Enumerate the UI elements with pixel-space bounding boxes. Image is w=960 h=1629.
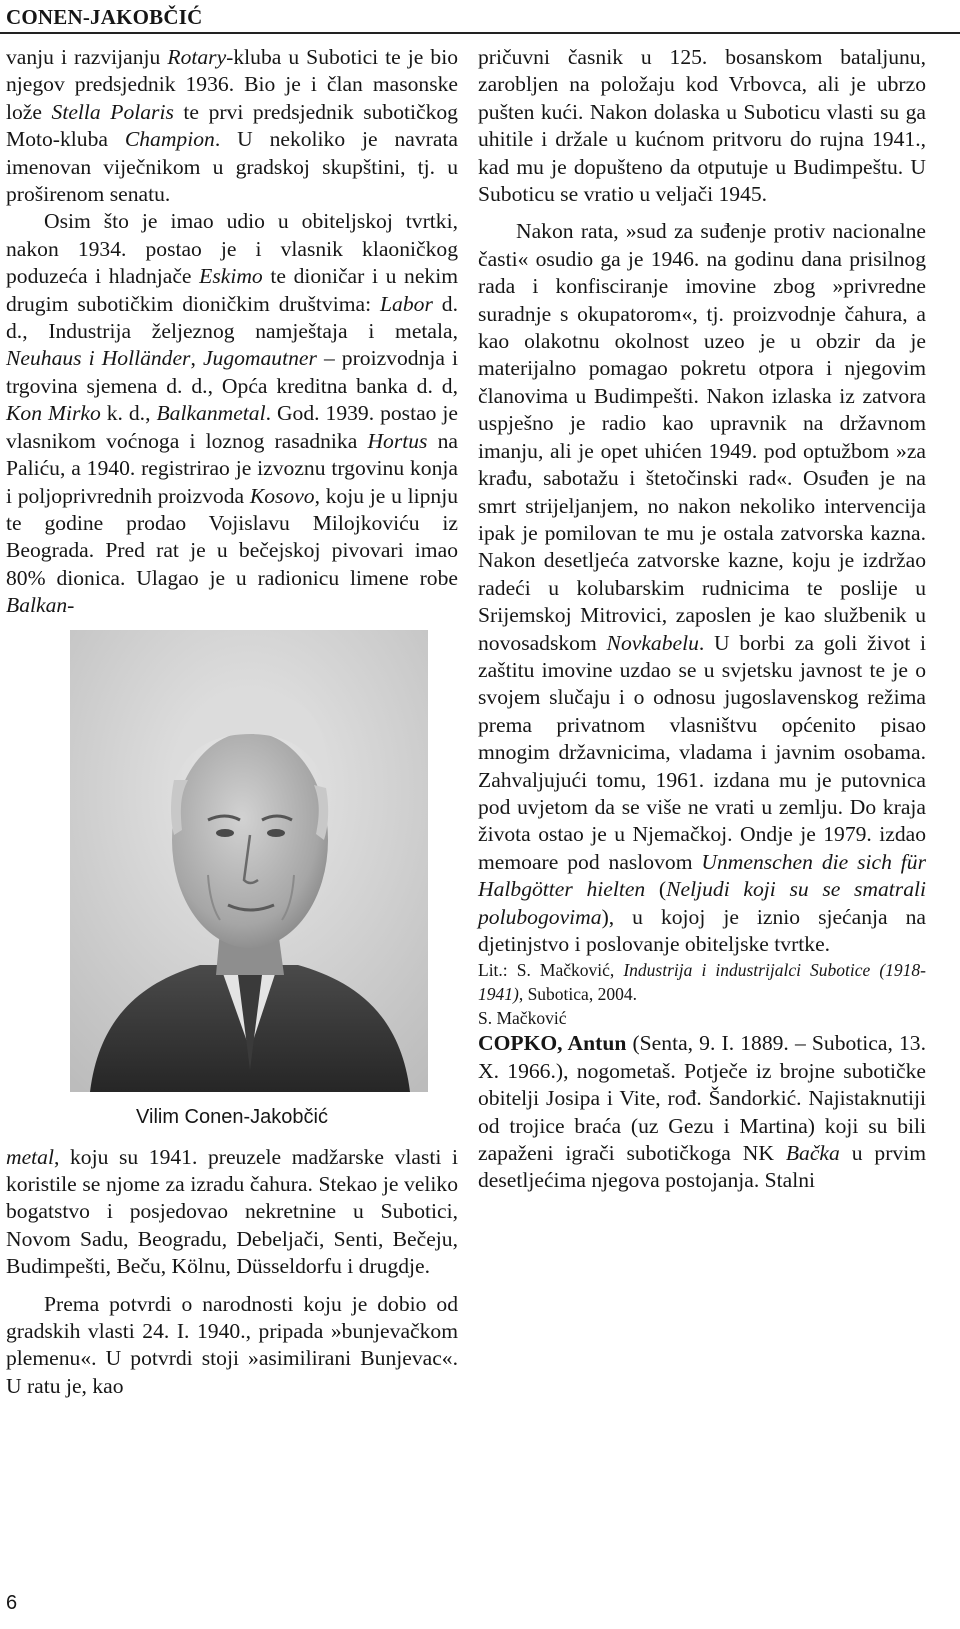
left-column — [6, 44, 458, 1400]
literature-reference: Lit.: S. Mačković, Industrija i industrijalci Subotice (1918-1941), Subotica, 2004. — [478, 960, 927, 1005]
portrait-image — [70, 630, 428, 1092]
paragraph: Prema potvrdi o narodnosti koju je dobio od gradskih vlasti 24. I. 1940., pripada »bunjevačkom plemenu«. U potvrdi stoji »asimilirani Bunjevac«. U ratu je, kao — [6, 1291, 458, 1398]
portrait-figure — [70, 630, 428, 1130]
portrait-photo — [70, 630, 428, 1092]
paragraph: pričuvni časnik u 125. bosanskom bataljunu, zarobljen na položaju kod Vrbovca, ali je ubrzo pušten kući. Nakon dolaska u Suboticu vlasti su ga uhitile i držale u kućnom pritvoru do rujna 1941., kad mu je dopušteno da otputuje u Budimpeštu. U Suboticu se vratio u veljači 1945. — [478, 45, 926, 207]
paragraph: metal, koju su 1941. preuzele madžarske vlasti i koristile se njome za izradu čahura. Stekao je veliko bogatstvo i posjedovao nekretnine u Subotici, Novom Sadu, Beogradu, Debeljači, Senti, Bečeju, Budimpešti, Beču, Kölnu, Düsseldorfu i drugdje. — [6, 1144, 458, 1279]
running-head: CONEN-JAKOBČIĆ — [6, 5, 203, 29]
photo-caption: Vilim Conen-Jakobčić — [136, 1105, 328, 1128]
header-rule — [0, 32, 960, 34]
paragraph: Osim što je imao udio u obiteljskoj tvrtki, nakon 1934. postao je i vlasnik klaoničkog poduzeća i hladnjače Eskimo te dioničar i u nekim drugim subotičkim dioničkim društvima: Labor d. d., Industrija željeznog namještaja i metala, Neuhaus i Holländer, Jugomautner – proizvodnja i trgovina sjemena d. d., Opća kreditna banka d. d, Kon Mirko k. d., Balkanmetal. God. 1939. postao je vlasnikom voćnoga i loznog rasadnika Hortus na Paliću, a 1940. registrirao je izvoznu trgovinu konja i poljoprivrednih proizvoda Kosovo, koju je u lipnju te godine prodao Vojislavu Milojkoviću iz Beograda. Pred rat je u bečejskoj pivovari imao 80% dionica. Ulagao je u radionicu limene robe Balkan- — [6, 209, 459, 618]
author-signature: S. Mačković — [478, 1008, 567, 1029]
paragraph: vanju i razvijanju Rotary-kluba u Subotici te je bio njegov predsjednik 1936. Bio je i član masonske lože Stella Polaris te prvi predsjednik subotičkog Moto-kluba Champion. U nekoliko je navrata imenovan viječnikom u gradskoj skupštini, tj. u proširenom senatu. — [6, 45, 459, 207]
encyclopedia-entry: COPKO, Antun (Senta, 9. I. 1889. – Subotica, 13. X. 1966.), nogometaš. Potječe iz brojne subotičke obitelji Josipa i Vite, rođ. Šandorkić. Najistaknutiji od trojice braća (uz Gezu i Martina) koji su bili zapaženi igrači subotičkoga NK Bačka u prvim desetljećima njegova postojanja. Stalni — [478, 1031, 927, 1193]
paragraph: Nakon rata, »sud za suđenje protiv nacionalne časti« osudio ga je 1946. na godinu dana prisilnog rada i konfisciranje imovine zbog »privredne suradnje s okupatorom«, tj. proizvodnje čahura, a kao olakotnu okolnost uzeo je u obzir da je materijalno pomagao pokretu otpora i njegovim članovima u Budimpešti. Nakon izlaska iz zatvora uspješno je radio kao upravnik na državnom imanju, ali je opet uhićen 1949. pod optužbom »za krađu, sabotažu i štetočinski rad«. Osuđen je na smrt strijeljanjem, no nakon nekoliko intervencija ipak je pomilovan te mu je ostala zatvorska kazna. Nakon desetljeća zatvorske kazne, koju je izdržao radeći u kolubarskim rudnicima te poslije u Srijemskoj Mitrovici, zaposlen je kao službenik u novosadskom Novkabelu. U borbi za goli život i zaštitu imovine uzdao se u svjetsku javnost te je o svojem slučaju i o odnosu jugoslavenskog režima prema privatnom vlasništvu općenito pisao mnogim državnicima, vladama i javnim osobama. Zahvaljujući tomu, 1961. izdana mu je putovnica pod uvjetom da se više ne vrati u zemlju. Do kraja života ostao je u Njemačkoj. Ondje je 1979. izdao memoare pod naslovom Unmenschen die sich für Halbgötter hielten (Neljudi koji su se smatrali polubogovima), u kojoj je iznio sjećanja na djetinjstvo i poslovanje obiteljske tvrtke. — [478, 219, 927, 956]
right-column — [478, 44, 926, 1195]
page-number: 6 — [6, 1592, 18, 1614]
